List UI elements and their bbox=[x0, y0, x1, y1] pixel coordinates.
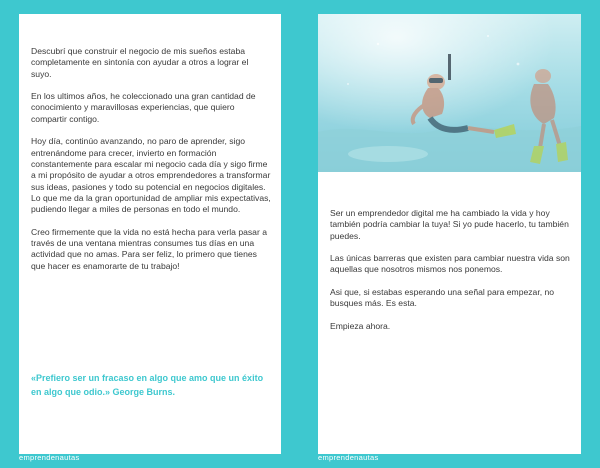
pull-quote: «Prefiero ser un fracaso en algo que amo que un éxito en algo que odio.» George Burns. bbox=[31, 373, 264, 397]
right-body-text bbox=[330, 208, 570, 344]
paragraph: Asi que, si estabas esperando una señal para empezar, no busques más. Es esta. bbox=[330, 287, 555, 309]
paragraph: Creo firmemente que la vida no está hecha para verla pasar a través de una ventana mientras consumes tus días en una actividad que no amas. Para ser feliz, lo primero que tienes que hacer es enamorarte de tu trabajo! bbox=[31, 226, 267, 271]
footer-brand-left: emprendenautas bbox=[19, 453, 80, 462]
right-page bbox=[318, 14, 581, 454]
paragraph: Ser un emprendedor digital me ha cambiado la vida y hoy también podría cambiar la tuya! Si yo pude hacerlo, tu también puedes. bbox=[330, 208, 569, 241]
paragraph: En los ultimos años, he coleccionado una gran cantidad de conocimiento y maravillosas experiencias, que quiero compartir contigo. bbox=[31, 91, 256, 124]
paragraph: Hoy día, continúo avanzando, no paro de aprender, sigo entrenándome para crecer, invierto en formación constantemente para escalar mi negocio cada día y sigo firme a mi propósito de ayudar a otros emprendedores a transformar sus ideas, pasiones y todo su potencial en negocios digitales. Lo que me da la gran oportunidad de ampliar mis expectativas, pudiendo llegar a miles de personas en todo el mundo. bbox=[31, 136, 271, 215]
left-body-text bbox=[31, 46, 271, 283]
paragraph: Descubrí que construir el negocio de mis sueños estaba completamente en sintonía con ayudar a otros a lograr el suyo. bbox=[31, 46, 249, 79]
left-page bbox=[19, 14, 281, 454]
paragraph: Empieza ahora. bbox=[330, 320, 391, 331]
footer-brand-right: emprendenautas bbox=[318, 453, 379, 462]
snorkeling-photo bbox=[318, 14, 581, 172]
paragraph: Las únicas barreras que existen para cambiar nuestra vida son aquellas que nosotros mismos nos ponemos. bbox=[330, 253, 570, 275]
